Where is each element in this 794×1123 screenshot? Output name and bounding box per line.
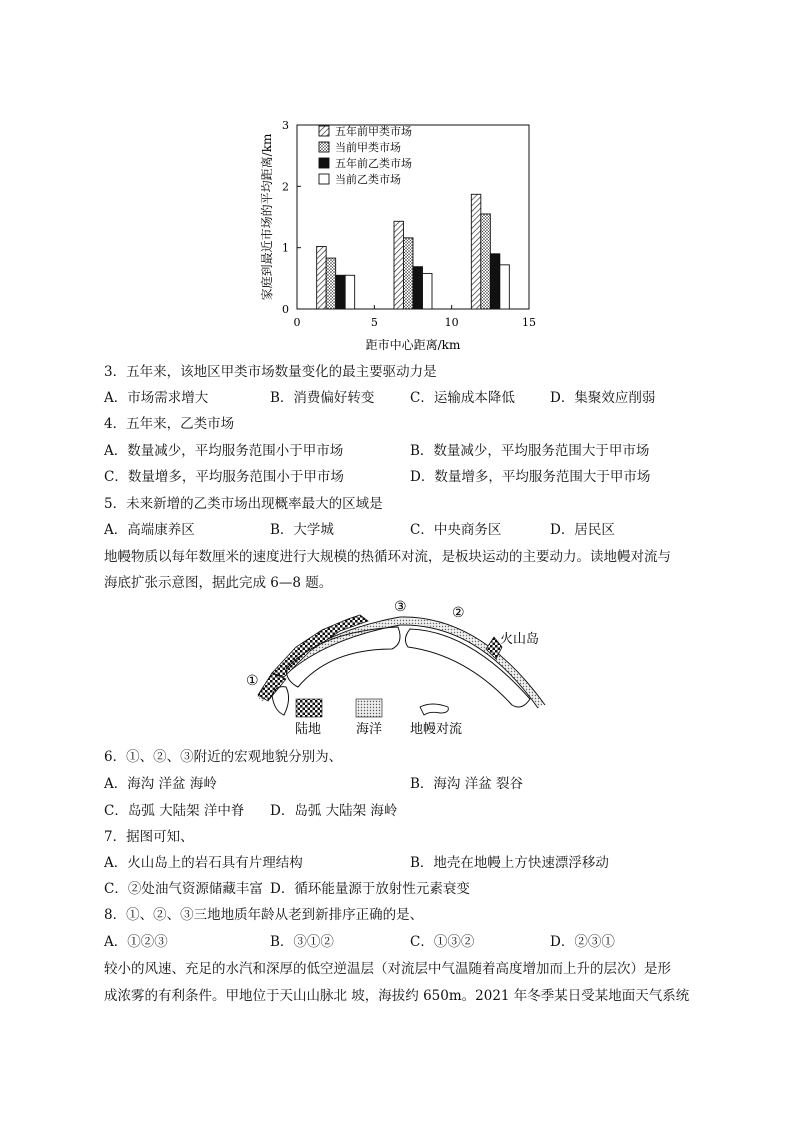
bar <box>471 194 481 309</box>
label-1: ① <box>246 673 259 689</box>
bar <box>413 267 423 309</box>
intro-fog-line1: 较小的风速、充足的水汽和深厚的低空逆温层（对流层中气温随着高度增加而上升的层次）是形 <box>104 961 671 977</box>
q6-option-b[interactable]: B．海沟 洋盆 裂谷 <box>410 776 524 792</box>
q4-option-a[interactable]: A．数量减少，平均服务范围小于甲市场 <box>104 443 344 459</box>
q4-option-c[interactable]: C．数量增多，平均服务范围小于甲市场 <box>104 469 344 485</box>
bar <box>490 254 500 309</box>
x-axis-label: 距市中心距离/km <box>365 338 461 352</box>
q3-option-b[interactable]: B．消费偏好转变 <box>270 390 375 406</box>
legend-swatch <box>319 158 329 168</box>
q7-option-c[interactable]: C．②处油气资源储藏丰富 <box>104 881 263 897</box>
legend-swatch <box>319 126 329 136</box>
y-tick-label: 1 <box>282 241 289 255</box>
q8-option-b[interactable]: B．③①② <box>270 934 334 950</box>
legend-label: 当前甲类市场 <box>335 141 401 154</box>
q5-stem: 5．未来新增的乙类市场出现概率最大的区域是 <box>104 496 383 512</box>
q7-option-b[interactable]: B．地壳在地幔上方快速漂浮移动 <box>410 855 609 871</box>
bar <box>345 275 355 309</box>
bar <box>404 238 414 309</box>
y-tick-label: 0 <box>282 303 289 316</box>
bar <box>336 275 346 309</box>
y-tick-label: 2 <box>282 180 289 194</box>
intro-6-8-line2: 海底扩张示意图，据此完成 6—8 题。 <box>104 575 333 591</box>
legend-convection-label: 地幔对流 <box>410 722 463 737</box>
y-axis-label: 家庭到最近市场的平均距离/km <box>260 133 274 301</box>
q7-option-a[interactable]: A．火山岛上的岩石具有片理结构 <box>104 855 303 871</box>
q5-option-b[interactable]: B．大学城 <box>270 522 334 538</box>
legend-label: 当前乙类市场 <box>335 173 401 186</box>
q4-option-b[interactable]: B．数量减少，平均服务范围大于甲市场 <box>410 443 650 459</box>
x-tick-label: 0 <box>293 316 301 329</box>
q6-option-d[interactable]: D．岛弧 大陆架 海岭 <box>270 803 398 819</box>
legend-ocean-label: 海洋 <box>356 722 383 737</box>
bar <box>423 273 433 309</box>
x-tick-label: 15 <box>522 316 536 329</box>
legend-label: 五年前乙类市场 <box>335 157 412 170</box>
legend-land-label: 陆地 <box>295 722 322 737</box>
q8-option-d[interactable]: D．②③① <box>550 934 615 950</box>
legend-convection-swatch <box>420 704 448 715</box>
q6-stem: 6．①、②、③附近的宏观地貌分别为、 <box>104 749 343 765</box>
legend-swatch <box>319 174 329 184</box>
legend-label: 五年前甲类市场 <box>335 125 412 138</box>
q4-option-d[interactable]: D．数量增多，平均服务范围大于甲市场 <box>410 469 651 485</box>
q5-option-c[interactable]: C．中央商务区 <box>410 522 502 538</box>
bar <box>500 265 510 309</box>
y-tick-label: 3 <box>282 119 289 132</box>
q5-option-a[interactable]: A．高端康养区 <box>104 522 195 538</box>
q7-option-d[interactable]: D．循环能量源于放射性元素衰变 <box>270 881 470 897</box>
legend-ocean-swatch <box>356 699 382 717</box>
legend-swatch <box>319 142 329 152</box>
q8-option-a[interactable]: A．①②③ <box>104 934 168 950</box>
bar <box>481 214 491 309</box>
legend-land-swatch <box>296 699 322 717</box>
x-tick-label: 10 <box>444 316 459 329</box>
label-volcanic-island: 火山岛 <box>500 632 540 647</box>
q3-stem: 3．五年来，该地区甲类市场数量变化的最主要驱动力是 <box>104 364 437 380</box>
bar <box>326 258 336 309</box>
label-3: ③ <box>394 599 407 615</box>
bar <box>394 221 404 309</box>
q3-option-a[interactable]: A．市场需求增大 <box>104 390 209 406</box>
q8-option-c[interactable]: C．①③② <box>410 934 475 950</box>
x-tick-label: 5 <box>370 316 378 329</box>
q7-stem: 7．据图可知、 <box>104 829 194 845</box>
land-blocks <box>258 615 368 701</box>
chart-plot-area <box>259 119 536 352</box>
q5-option-d[interactable]: D．居民区 <box>550 522 615 538</box>
q6-option-c[interactable]: C．岛弧 大陆架 洋中脊 <box>104 803 245 819</box>
q8-stem: 8．①、②、③三地地质年龄从老到新排序正确的是、 <box>104 907 424 923</box>
intro-6-8-line1: 地幔物质以每年数厘米的速度进行大规模的热循环对流，是板块运动的主要动力。读地幔对流与 <box>104 549 671 565</box>
label-2: ② <box>452 605 465 621</box>
intro-fog-line2: 成浓雾的有利条件。甲地位于天山山脉北 坡，海拔约 650m。2021 年冬季某日受某地面天气系统 <box>104 988 690 1004</box>
q3-option-c[interactable]: C．运输成本降低 <box>410 390 515 406</box>
q4-stem: 4．五年来，乙类市场 <box>104 416 235 432</box>
q3-option-d[interactable]: D．集聚效应削弱 <box>550 390 656 406</box>
q6-option-a[interactable]: A．海沟 洋盆 海岭 <box>104 776 217 792</box>
bar <box>317 246 327 309</box>
mantle-convection-diagram <box>0 595 794 745</box>
